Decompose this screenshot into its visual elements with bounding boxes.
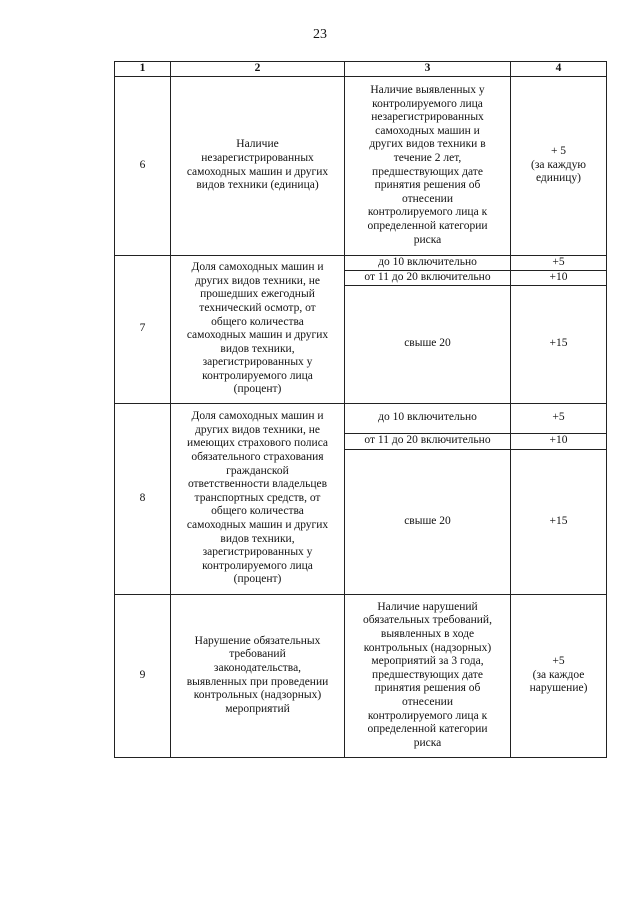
condition-cell: Наличие нарушений обязательных требований, выявленных в ходе контрольных (надзорных) мероприятий за 3 года, предшествующих дате принятия решения об отнесении контролируемого лица к определенной категории риска (345, 594, 511, 757)
indicator-cell: Нарушение обязательных требований законодательства, выявленных при проведении контрольных (надзорных) мероприятий (171, 594, 345, 757)
row-number: 6 (115, 76, 171, 255)
condition-cell: свыше 20 (345, 285, 511, 403)
score-cell: +5 (511, 403, 607, 433)
indicator-cell: Наличие незарегистрированных самоходных машин и других видов техники (единица) (171, 76, 345, 255)
table-row (115, 76, 607, 255)
score-cell: +15 (511, 449, 607, 594)
row-number: 7 (115, 255, 171, 403)
risk-criteria-table (114, 61, 607, 758)
condition-cell: до 10 включительно (345, 403, 511, 433)
table-row (115, 255, 607, 270)
header-row (115, 62, 607, 77)
header-col-4: 4 (511, 62, 607, 77)
condition-cell: от 11 до 20 включительно (345, 433, 511, 449)
indicator-cell: Доля самоходных машин и других видов техники, не прошедших ежегодный технический осмотр, от общего количества самоходных машин и других видов техники, зарегистрированных у контролируемого лица (процент) (171, 255, 345, 403)
score-cell: + 5 (за каждую единицу) (511, 76, 607, 255)
condition-cell: свыше 20 (345, 449, 511, 594)
row-number: 9 (115, 594, 171, 757)
header-col-1: 1 (115, 62, 171, 77)
score-cell: +5 (за каждое нарушение) (511, 594, 607, 757)
score-cell: +10 (511, 270, 607, 285)
condition-cell: до 10 включительно (345, 255, 511, 270)
score-cell: +5 (511, 255, 607, 270)
score-cell: +15 (511, 285, 607, 403)
indicator-cell: Доля самоходных машин и других видов техники, не имеющих страхового полиса обязательного страхования гражданской ответственности владельцев транспортных средств, от общего количества самоходных машин и других видов техники, зарегистрированных у контролируемого лица (процент) (171, 403, 345, 594)
page-number: 23 (313, 27, 327, 42)
score-cell: +10 (511, 433, 607, 449)
condition-cell: от 11 до 20 включительно (345, 270, 511, 285)
row-number: 8 (115, 403, 171, 594)
table-row (115, 594, 607, 757)
header-col-2: 2 (171, 62, 345, 77)
table-row (115, 403, 607, 433)
condition-cell: Наличие выявленных у контролируемого лица незарегистрированных самоходных машин и других видов техники в течение 2 лет, предшествующих дате принятия решения об отнесении контролируемого лица к определенной категории риска (345, 76, 511, 255)
header-col-3: 3 (345, 62, 511, 77)
